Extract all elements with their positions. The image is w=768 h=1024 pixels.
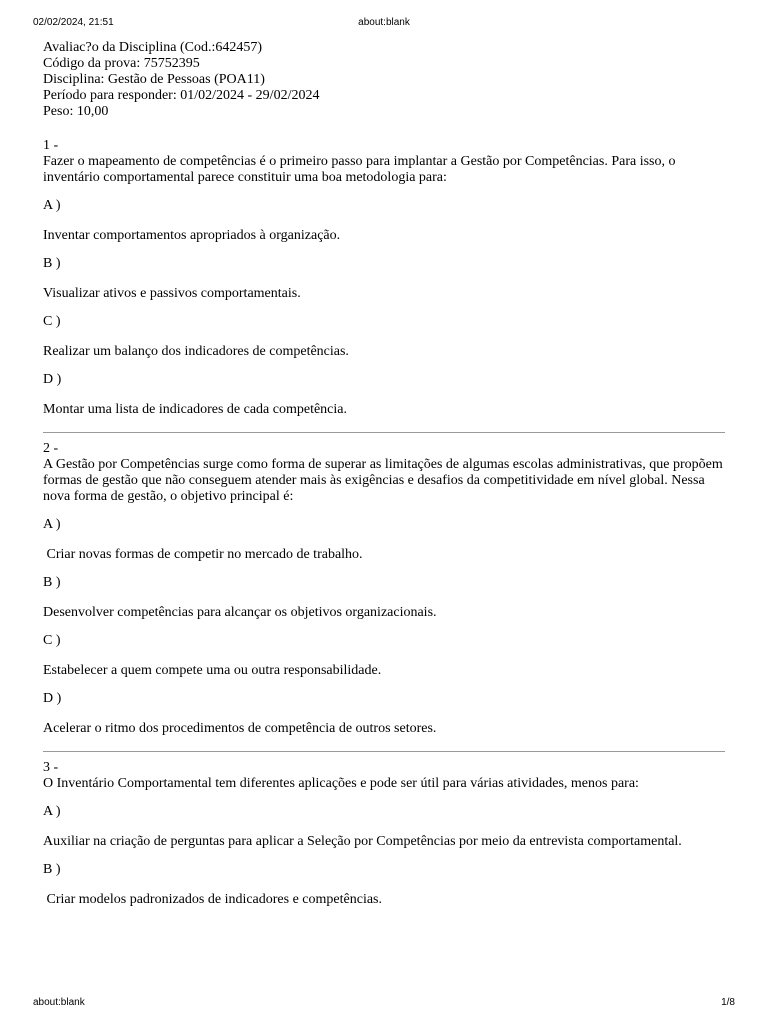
- option-letter[interactable]: B ): [43, 256, 61, 271]
- question-divider: [43, 751, 725, 752]
- exam-weight: Peso: 10,00: [43, 104, 109, 119]
- option-letter[interactable]: D ): [43, 372, 62, 387]
- question-text: Fazer o mapeamento de competências é o primeiro passo para implantar a Gestão por Competências. Para isso, o inventário comportamental parece constituir uma boa metodologia para:: [43, 154, 676, 185]
- question-3: [43, 760, 725, 908]
- exam-period: Período para responder: 01/02/2024 - 29/02/2024: [43, 88, 320, 103]
- option-text[interactable]: Inventar comportamentos apropriados à organização.: [43, 228, 341, 243]
- option-text[interactable]: Visualizar ativos e passivos comportamentais.: [43, 286, 301, 301]
- option-text[interactable]: Auxiliar na criação de perguntas para aplicar a Seleção por Competências por meio da entrevista comportamental.: [43, 834, 682, 849]
- option-letter[interactable]: C ): [43, 314, 61, 329]
- option-text[interactable]: Desenvolver competências para alcançar os objetivos organizacionais.: [43, 605, 437, 620]
- option-letter[interactable]: D ): [43, 691, 62, 706]
- question-number: 2 -: [43, 441, 59, 456]
- option-text[interactable]: Montar uma lista de indicadores de cada competência.: [43, 402, 347, 417]
- option-text[interactable]: Criar novas formas de competir no mercado de trabalho.: [43, 547, 363, 562]
- option-letter[interactable]: B ): [43, 575, 61, 590]
- option-text[interactable]: Realizar um balanço dos indicadores de competências.: [43, 344, 349, 359]
- footer-url: about:blank: [33, 997, 85, 1008]
- question-number: 3 -: [43, 760, 59, 775]
- option-text[interactable]: Acelerar o ritmo dos procedimentos de competência de outros setores.: [43, 721, 437, 736]
- question-2: [43, 441, 725, 737]
- option-letter[interactable]: A ): [43, 517, 61, 532]
- option-letter[interactable]: C ): [43, 633, 61, 648]
- print-datetime: 02/02/2024, 21:51: [33, 17, 114, 28]
- option-letter[interactable]: A ): [43, 198, 61, 213]
- print-url: about:blank: [358, 17, 410, 28]
- question-divider: [43, 432, 725, 433]
- exam-code: Código da prova: 75752395: [43, 56, 200, 71]
- option-text[interactable]: Criar modelos padronizados de indicadores e competências.: [43, 892, 382, 907]
- exam-title: Avaliac?o da Disciplina (Cod.:642457): [43, 40, 263, 55]
- exam-content: [43, 40, 725, 908]
- page-number: 1/8: [721, 997, 735, 1008]
- option-letter[interactable]: A ): [43, 804, 61, 819]
- option-letter[interactable]: B ): [43, 862, 61, 877]
- question-1: [43, 138, 725, 418]
- question-text: O Inventário Comportamental tem diferentes aplicações e pode ser útil para várias atividades, menos para:: [43, 776, 639, 791]
- question-number: 1 -: [43, 138, 59, 153]
- exam-discipline: Disciplina: Gestão de Pessoas (POA11): [43, 72, 265, 87]
- question-text: A Gestão por Competências surge como forma de superar as limitações de algumas escolas administrativas, que propõem formas de gestão que não conseguem atender mais às exigências e desafios da competitividade em nível global. Nessa nova forma de gestão, o objetivo principal é:: [43, 457, 723, 504]
- exam-meta: [43, 40, 725, 120]
- option-text[interactable]: Estabelecer a quem compete uma ou outra responsabilidade.: [43, 663, 382, 678]
